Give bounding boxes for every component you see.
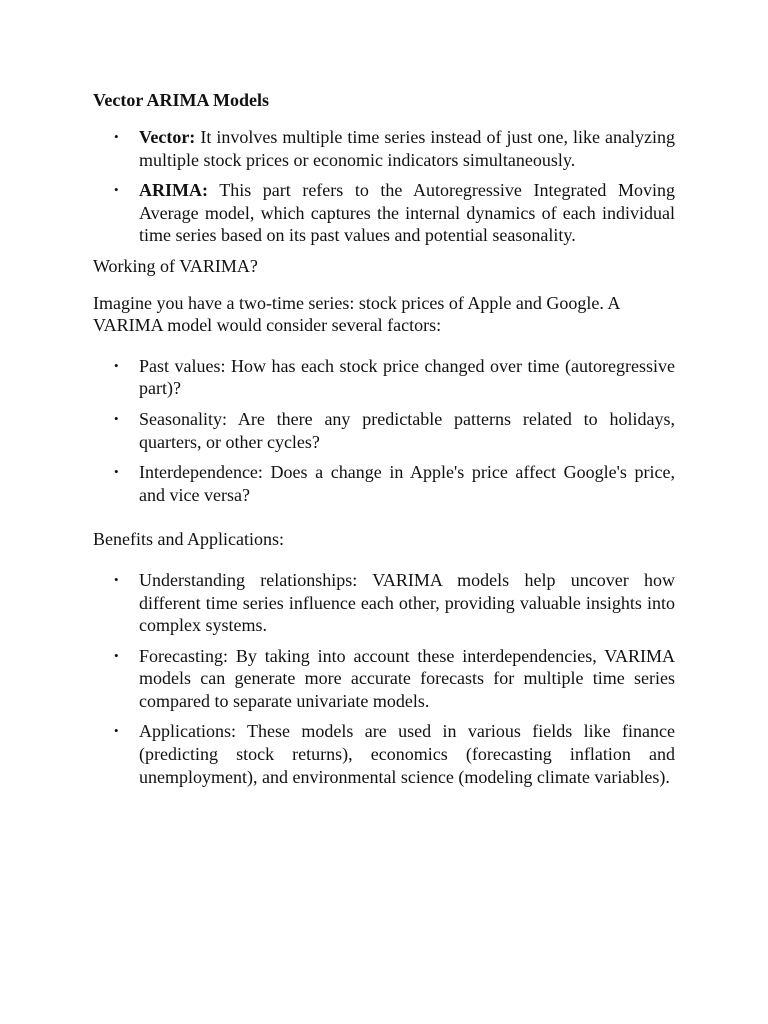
list-item xyxy=(93,126,675,171)
bullet-icon: • xyxy=(114,464,119,480)
list-item xyxy=(93,645,675,713)
list-item xyxy=(93,720,675,788)
bullet-icon: • xyxy=(114,129,119,144)
bullet-icon: • xyxy=(114,723,119,739)
item-text: Forecasting: By taking into account these interdependencies, VARIMA models can generate more accurate forecasts for multiple time series compared to separate univariate models. xyxy=(139,645,675,711)
benefits-list xyxy=(93,569,675,788)
item-text: Interdependence: Does a change in Apple's price affect Google's price, and vice versa? xyxy=(139,462,675,505)
bullet-icon: • xyxy=(114,410,119,426)
working-paragraph: Imagine you have a two-time series: stock prices of Apple and Google. A VARIMA model would consider several factors: xyxy=(93,292,620,336)
document-title: Vector ARIMA Models xyxy=(93,90,269,110)
benefits-heading: Benefits and Applications: xyxy=(93,529,284,550)
list-item xyxy=(93,461,675,506)
list-item xyxy=(93,569,675,637)
bullet-icon: • xyxy=(114,182,119,198)
working-heading: Working of VARIMA? xyxy=(93,255,258,276)
factors-list xyxy=(93,355,675,507)
item-text: Applications: These models are used in various fields like finance (predicting stock returns), economics (forecasting inflation and unemployment), and environmental science (modeling climate variables). xyxy=(139,721,675,787)
list-item xyxy=(93,355,675,400)
document-page xyxy=(93,89,675,796)
term-label: ARIMA: xyxy=(139,180,208,201)
term-label: Vector: xyxy=(139,127,196,147)
bullet-icon: • xyxy=(114,357,119,373)
item-text: Past values: How has each stock price changed over time (autoregressive part)? xyxy=(139,355,675,399)
list-item xyxy=(93,179,675,247)
bullet-icon: • xyxy=(114,571,119,587)
intro-list xyxy=(93,126,675,247)
item-text: Seasonality: Are there any predictable patterns related to holidays, quarters, or other cycles? xyxy=(139,408,675,452)
item-text: Understanding relationships: VARIMA models help uncover how different time series influence each other, providing valuable insights into complex systems. xyxy=(139,569,675,636)
item-text: It involves multiple time series instead of just one, like analyzing multiple stock prices or economic indicators simultaneously. xyxy=(139,127,675,170)
list-item xyxy=(93,408,675,453)
item-text: This part refers to the Autoregressive Integrated Moving Average model, which captures the internal dynamics of each individual time series based on its past values and potential seasonality. xyxy=(139,180,675,246)
bullet-icon: • xyxy=(114,647,119,663)
